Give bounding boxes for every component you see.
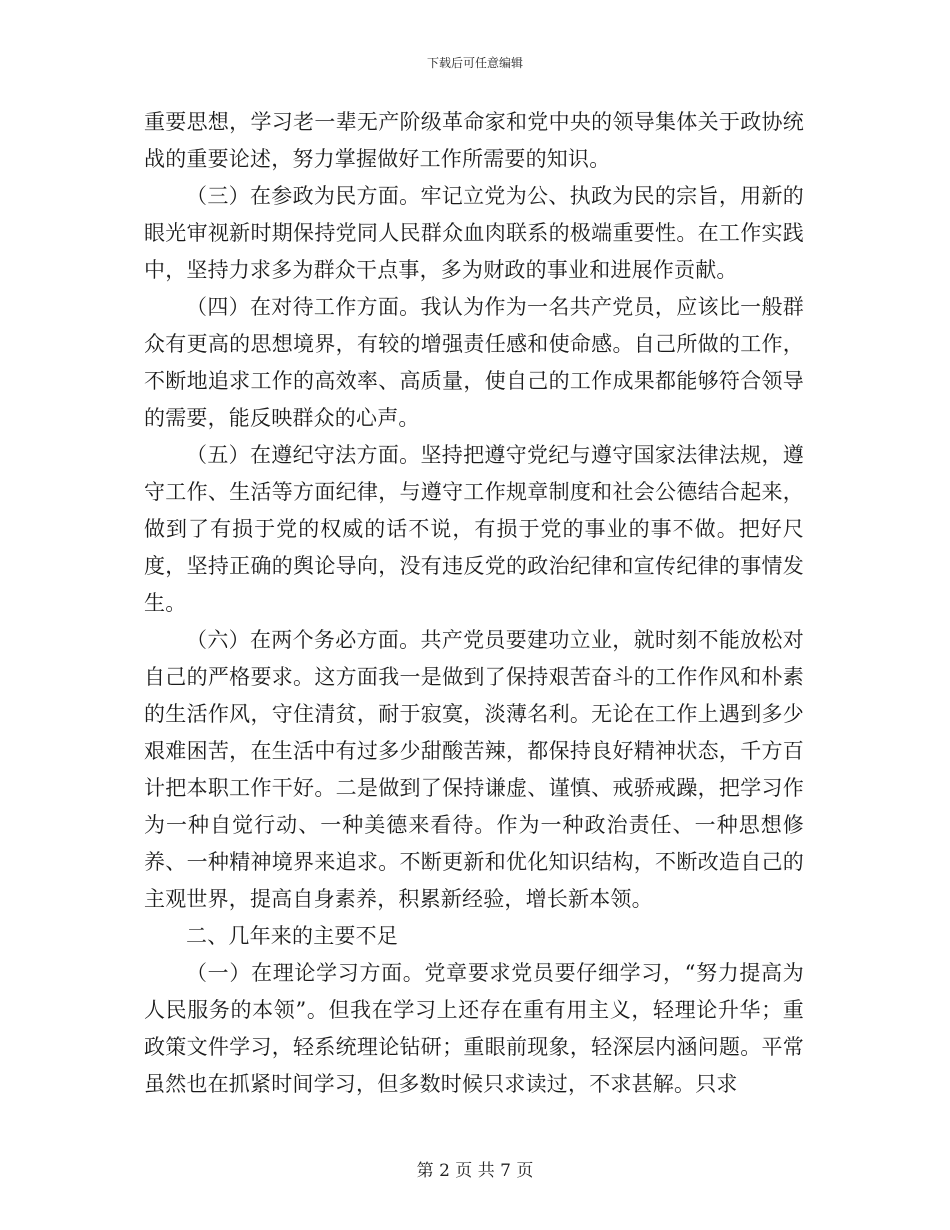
paragraph-5: （六）在两个务必方面。共产党员要建功立业，就时刻不能放松对自己的严格要求。这方面我一是做到了保持艰苦奋斗的工作作风和朴素的生活作风，守住清贫，耐于寂寞，淡薄名利。无论在工作上遇到多少艰难困苦，在生活中有过多少甜酸苦辣，都保持良好精神状态，千方百计把本职工作干好。二是做到了保持谦虚、谨慎、戒骄戒躁，把学习作为一种自觉行动、一种美德来看待。作为一种政治责任、一种思想修养、一种精神境界来追求。不断更新和优化知识结构，不断改造自己的主观世界，提高自身素养，积累新经验，增长新本领。	[144, 628, 804, 911]
paragraph-2: （三）在参政为民方面。牢记立党为公、执政为民的宗旨，用新的眼光审视新时期保持党同人民群众血肉联系的极端重要性。在工作实践中，坚持力求多为群众干点事，多为财政的事业和进展作贡献。	[144, 184, 804, 282]
paragraph-1: 重要思想，学习老一辈无产阶级革命家和党中央的领导集体关于政协统战的重要论述，努力掌握做好工作所需要的知识。	[144, 110, 804, 171]
paragraph-4: （五）在遵纪守法方面。坚持把遵守党纪与遵守国家法律法规，遵守工作、生活等方面纪律，与遵守工作规章制度和社会公德结合起来，做到了有损于党的权威的话不说，有损于党的事业的事不做。把好尺度，坚持正确的舆论导向，没有违反党的政治纪律和宣传纪律的事情发生。	[144, 443, 804, 615]
section-heading: 二、几年来的主要不足	[186, 924, 398, 948]
page-number: 第 2 页 共 7 页	[416, 1161, 534, 1181]
paragraph-6: （一）在理论学习方面。党章要求党员要仔细学习，“努力提高为人民服务的本领”。但我在学习上还存在重有用主义，轻理论升华；重政策文件学习，轻系统理论钻研；重眼前现象，轻深层内涵问题。平常虽然也在抓紧时间学习，但多数时候只求读过，不求甚解。只求	[144, 961, 804, 1096]
document-body	[144, 104, 804, 1103]
paragraph-3: （四）在对待工作方面。我认为作为一名共产党员，应该比一般群众有更高的思想境界，有较的增强责任感和使命感。自己所做的工作，不断地追求工作的高效率、高质量，使自己的工作成果都能够符合领导的需要，能反映群众的心声。	[144, 295, 804, 430]
page-header: 下载后可任意编辑	[426, 56, 523, 70]
